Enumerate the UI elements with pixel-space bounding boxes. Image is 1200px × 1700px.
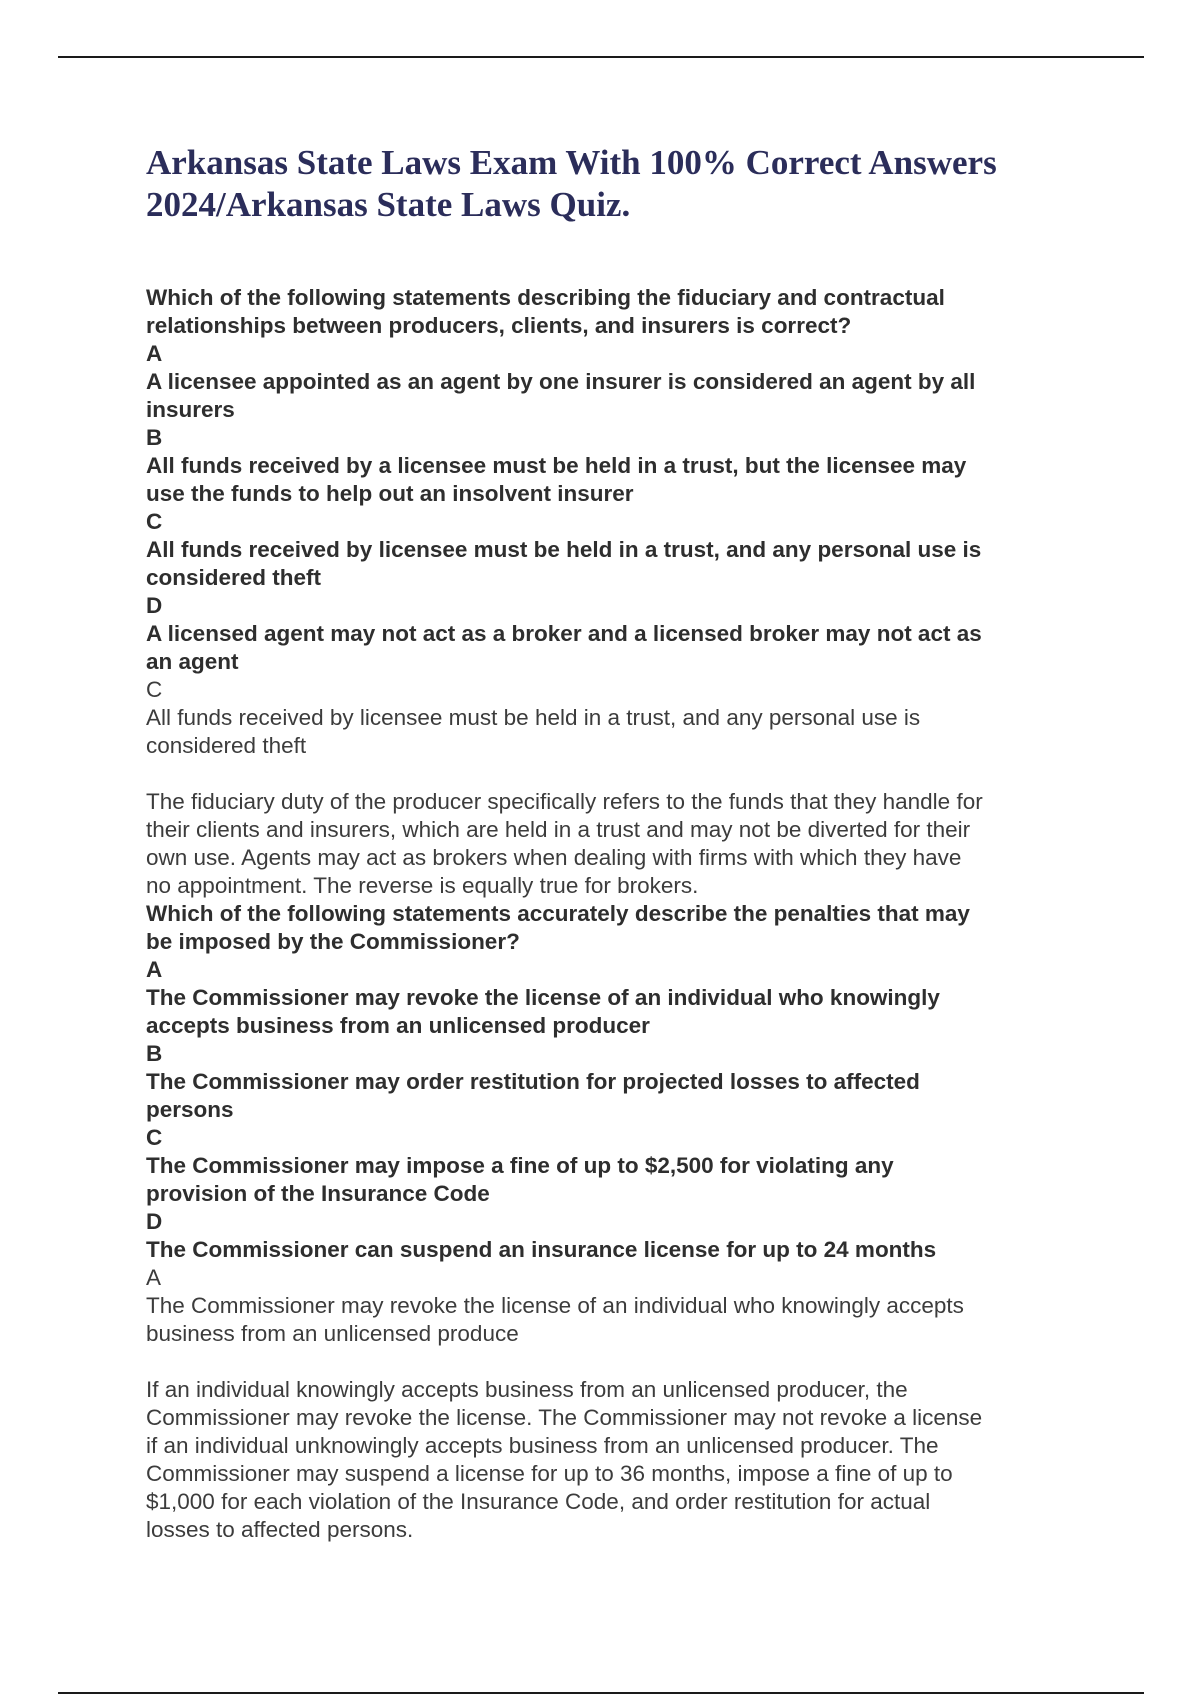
answer-text: business from an unlicensed produce — [146, 1321, 519, 1346]
option-a — [146, 956, 1076, 1040]
answer-text: considered theft — [146, 733, 307, 758]
option-text: The Commissioner may revoke the license of an individual who knowingly — [146, 985, 940, 1010]
question-text — [146, 900, 1076, 956]
page-content — [146, 142, 1076, 1544]
option-c — [146, 508, 1076, 592]
explanation-line: Commissioner may suspend a license for up to 36 months, impose a fine of up to — [146, 1461, 953, 1486]
spacer — [146, 1348, 1076, 1376]
explanation-line: If an individual knowingly accepts business from an unlicensed producer, the — [146, 1377, 908, 1402]
question-line: be imposed by the Commissioner? — [146, 929, 520, 954]
option-text: The Commissioner may impose a fine of up to $2,500 for violating any — [146, 1153, 894, 1178]
option-text: accepts business from an unlicensed producer — [146, 1013, 650, 1038]
explanation-line: no appointment. The reverse is equally true for brokers. — [146, 873, 699, 898]
option-text: All funds received by licensee must be held in a trust, and any personal use is — [146, 537, 982, 562]
option-text: provision of the Insurance Code — [146, 1181, 490, 1206]
explanation-line: if an individual unknowingly accepts business from an unlicensed producer. The — [146, 1433, 939, 1458]
option-text: A licensee appointed as an agent by one insurer is considered an agent by all — [146, 369, 976, 394]
option-d — [146, 1208, 1076, 1264]
question-text — [146, 284, 1076, 340]
document-body — [146, 284, 1076, 1544]
option-b — [146, 424, 1076, 508]
option-letter: C — [146, 1125, 163, 1150]
option-text: All funds received by a licensee must be held in a trust, but the licensee may — [146, 453, 967, 478]
document-title — [146, 142, 1076, 226]
option-letter: B — [146, 1041, 163, 1066]
answer-letter: A — [146, 1265, 162, 1290]
option-text: insurers — [146, 397, 235, 422]
explanation — [146, 788, 1076, 900]
explanation-line: own use. Agents may act as brokers when dealing with firms with which they have — [146, 845, 962, 870]
top-rule — [58, 56, 1144, 58]
option-text: an agent — [146, 649, 239, 674]
answer — [146, 676, 1076, 760]
option-text: The Commissioner may order restitution for projected losses to affected — [146, 1069, 920, 1094]
question-line: Which of the following statements accurately describe the penalties that may — [146, 901, 970, 926]
option-letter: B — [146, 425, 163, 450]
answer-text: All funds received by licensee must be held in a trust, and any personal use is — [146, 705, 921, 730]
title-line-1: Arkansas State Laws Exam With 100% Correct Answers — [146, 143, 997, 182]
option-c — [146, 1124, 1076, 1208]
explanation-line: Commissioner may revoke the license. The Commissioner may not revoke a license — [146, 1405, 983, 1430]
option-letter: D — [146, 1209, 163, 1234]
question-line: relationships between producers, clients, and insurers is correct? — [146, 313, 852, 338]
answer-letter: C — [146, 677, 163, 702]
option-text: use the funds to help out an insolvent insurer — [146, 481, 634, 506]
option-text: considered theft — [146, 565, 322, 590]
answer — [146, 1264, 1076, 1348]
question-line: Which of the following statements describing the fiduciary and contractual — [146, 285, 945, 310]
option-b — [146, 1040, 1076, 1124]
explanation — [146, 1376, 1076, 1544]
explanation-line: losses to affected persons. — [146, 1517, 414, 1542]
option-letter: D — [146, 593, 163, 618]
option-letter: A — [146, 957, 163, 982]
spacer — [146, 760, 1076, 788]
option-letter: C — [146, 509, 163, 534]
question-block-2 — [146, 900, 1076, 1544]
explanation-line: $1,000 for each violation of the Insurance Code, and order restitution for actual — [146, 1489, 931, 1514]
option-letter: A — [146, 341, 163, 366]
option-text: persons — [146, 1097, 234, 1122]
title-line-2: 2024/Arkansas State Laws Quiz. — [146, 185, 631, 224]
option-d — [146, 592, 1076, 676]
explanation-line: The fiduciary duty of the producer specifically refers to the funds that they handle for — [146, 789, 983, 814]
option-text: A licensed agent may not act as a broker and a licensed broker may not act as — [146, 621, 982, 646]
bottom-rule — [58, 1692, 1144, 1694]
answer-text: The Commissioner may revoke the license of an individual who knowingly accepts — [146, 1293, 964, 1318]
question-block-1 — [146, 284, 1076, 900]
explanation-line: their clients and insurers, which are held in a trust and may not be diverted for their — [146, 817, 971, 842]
option-a — [146, 340, 1076, 424]
option-text: The Commissioner can suspend an insurance license for up to 24 months — [146, 1237, 937, 1262]
